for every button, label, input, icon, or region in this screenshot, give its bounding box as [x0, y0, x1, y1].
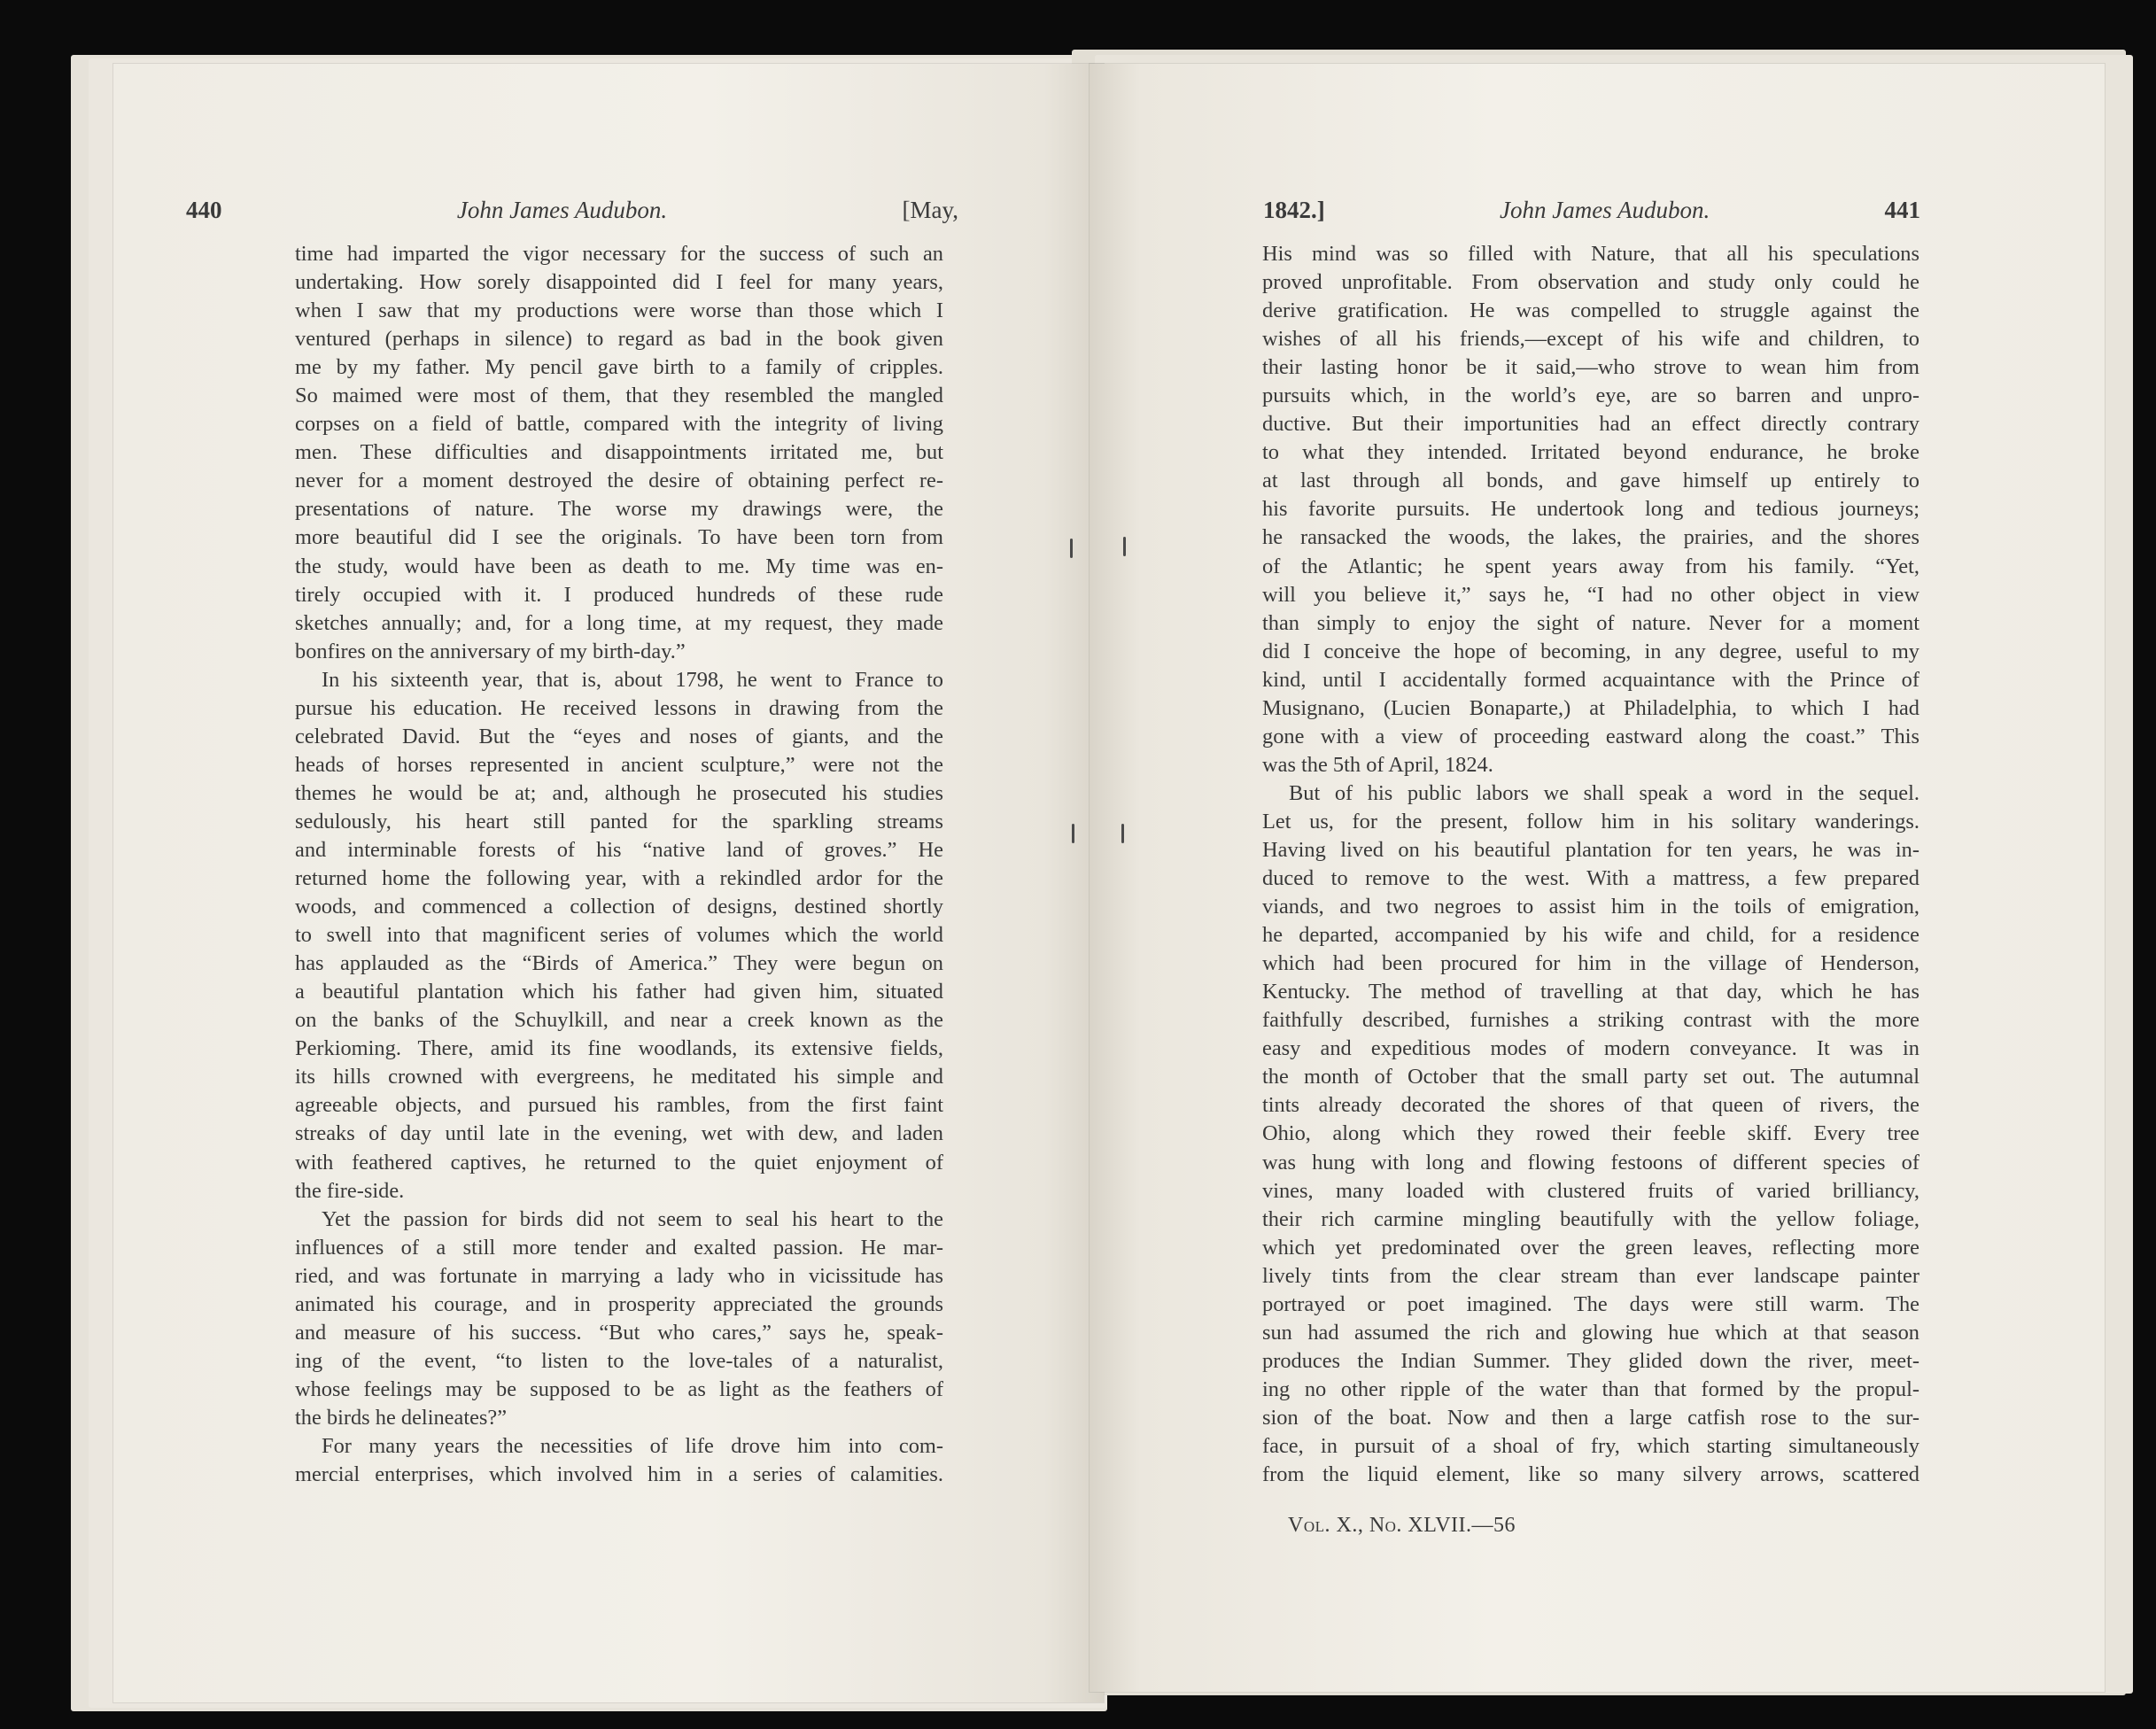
text-line: vines, many loaded with clustered fruits of varied brilliancy,	[1262, 1178, 1919, 1203]
text-line: has applauded as the “Birds of America.” They were begun on	[295, 951, 943, 976]
text-line: sketches annually; and, for a long time, at my request, they made	[295, 610, 943, 635]
text-line: time had imparted the vigor necessary for the success of such an	[295, 242, 943, 266]
footer-signature	[1288, 1514, 1516, 1538]
text-line: produces the Indian Summer. They glided down the river, meet-	[1262, 1348, 1919, 1373]
text-line: Ohio, along which they rowed their feeble skiff. Every tree	[1262, 1121, 1919, 1146]
right-page-number: 441	[1884, 197, 1920, 223]
footer-signature-text: Vol. X., No. XLVII.—56	[1288, 1514, 1516, 1537]
text-line: on the banks of the Schuylkill, and near a creek known as the	[295, 1008, 943, 1033]
text-line: woods, and commenced a collection of designs, destined shortly	[295, 895, 943, 919]
gutter-stitch-mark	[1070, 539, 1073, 558]
text-line: to what they intended. Irritated beyond endurance, he broke	[1262, 440, 1919, 465]
text-line: undertaking. How sorely disappointed did I feel for many years,	[295, 270, 943, 295]
text-line: never for a moment destroyed the desire of obtaining perfect re-	[295, 469, 943, 493]
text-line: His mind was so filled with Nature, that all his speculations	[1262, 242, 1919, 266]
text-line: returned home the following year, with a rekindled ardor for the	[295, 866, 943, 891]
text-line: he departed, accompanied by his wife and child, for a residence	[1262, 923, 1919, 948]
text-line: themes he would be at; and, although he prosecuted his studies	[295, 780, 943, 805]
text-line: the study, would have been as death to me. My time was en-	[295, 554, 943, 578]
text-line: influences of a still more tender and exalted passion. He mar-	[295, 1235, 943, 1260]
text-line: ried, and was fortunate in marrying a lady who in vicissitude has	[295, 1263, 943, 1288]
text-line: was hung with long and flowing festoons of different species of	[1262, 1150, 1919, 1175]
text-line: But of his public labors we shall speak a word in the sequel.	[1289, 780, 1919, 805]
left-header-date: [May,	[902, 197, 958, 223]
text-line: the month of October that the small party set out. The autumnal	[1262, 1065, 1919, 1089]
text-line: me by my father. My pencil gave birth to a family of cripples.	[295, 355, 943, 380]
text-line: than simply to enjoy the sight of nature. Never for a moment	[1262, 610, 1919, 635]
text-line: did I conceive the hope of becoming, in any degree, useful to my	[1262, 639, 1919, 663]
text-line: face, in pursuit of a shoal of fry, which starting simultaneously	[1262, 1433, 1919, 1458]
text-line: his favorite pursuits. He undertook long and tedious journeys;	[1262, 497, 1919, 522]
text-line: tints already decorated the shores of that queen of rivers, the	[1262, 1093, 1919, 1118]
text-line: to swell into that magnificent series of volumes which the world	[295, 923, 943, 948]
text-line: tirely occupied with it. I produced hundreds of these rude	[295, 582, 943, 607]
left-page-number: 440	[186, 197, 222, 223]
text-line: celebrated David. But the “eyes and noses of giants, and the	[295, 724, 943, 748]
text-line: mercial enterprises, which involved him in a series of calamities.	[295, 1462, 943, 1487]
text-line: sedulously, his heart still panted for the sparkling streams	[295, 809, 943, 833]
text-line: a beautiful plantation which his father had given him, situated	[295, 980, 943, 1004]
right-running-title: John James Audubon.	[1500, 197, 1710, 223]
text-line: whose feelings may be supposed to be as light as the feathers of	[295, 1376, 943, 1401]
text-line: sun had assumed the rich and glowing hue which at that season	[1262, 1320, 1919, 1345]
text-line: In his sixteenth year, that is, about 1798, he went to France to	[322, 667, 943, 692]
text-line: and interminable forests of his “native land of groves.” He	[295, 837, 943, 862]
text-line: which yet predominated over the green leaves, reflecting more	[1262, 1235, 1919, 1260]
text-line: when I saw that my productions were worse than those which I	[295, 299, 943, 323]
text-line: ing no other ripple of the water than that formed by the propul-	[1262, 1376, 1919, 1401]
text-line: derive gratification. He was compelled to struggle against the	[1262, 299, 1919, 323]
text-line: and measure of his success. “But who cares,” says he, speak-	[295, 1320, 943, 1345]
text-line: the fire-side.	[295, 1178, 405, 1203]
text-line: from the liquid element, like so many silvery arrows, scattered	[1262, 1462, 1919, 1487]
text-line: gone with a view of proceeding eastward along the coast.” This	[1262, 724, 1919, 748]
text-line: sion of the boat. Now and then a large catfish rose to the sur-	[1262, 1405, 1919, 1430]
text-line: faithfully described, furnishes a striking contrast with the more	[1262, 1008, 1919, 1033]
text-line: pursuits which, in the world’s eye, are so barren and unpro-	[1262, 384, 1919, 408]
text-line: which had been procured for him in the village of Henderson,	[1262, 951, 1919, 976]
text-line: agreeable objects, and pursued his rambles, from the first faint	[295, 1093, 943, 1118]
text-line: corpses on a field of battle, compared with the integrity of living	[295, 412, 943, 437]
text-line: Perkioming. There, amid its fine woodlands, its extensive fields,	[295, 1036, 943, 1061]
text-line: For many years the necessities of life drove him into com-	[322, 1433, 943, 1458]
text-line: ventured (perhaps in silence) to regard as bad in the book given	[295, 327, 943, 352]
text-line: ductive. But their importunities had an effect directly contrary	[1262, 412, 1919, 437]
left-page-header	[186, 197, 958, 232]
text-line: streaks of day until late in the evening, wet with dew, and laden	[295, 1121, 943, 1146]
text-line: was the 5th of April, 1824.	[1262, 752, 1493, 777]
text-line: animated his courage, and in prosperity appreciated the grounds	[295, 1291, 943, 1316]
gutter-stitch-mark	[1121, 824, 1124, 843]
text-line: bonfires on the anniversary of my birth-day.”	[295, 639, 686, 663]
text-line: viands, and two negroes to assist him in the toils of emigration,	[1262, 895, 1919, 919]
text-line: Having lived on his beautiful plantation for ten years, he was in-	[1262, 837, 1919, 862]
gutter-stitch-mark	[1123, 537, 1126, 556]
text-line: men. These difficulties and disappointments irritated me, but	[295, 440, 943, 465]
text-line: their lasting honor be it said,—who strove to wean him from	[1262, 355, 1919, 380]
text-line: lively tints from the clear stream than ever landscape painter	[1262, 1263, 1919, 1288]
text-line: their rich carmine mingling beautifully with the yellow foliage,	[1262, 1206, 1919, 1231]
right-page-header	[1263, 197, 1920, 232]
text-line: Let us, for the present, follow him in his solitary wanderings.	[1262, 809, 1919, 833]
text-line: easy and expeditious modes of modern conveyance. It was in	[1262, 1036, 1919, 1061]
text-line: Musignano, (Lucien Bonaparte,) at Philadelphia, to which I had	[1262, 695, 1919, 720]
gutter-stitch-mark	[1072, 824, 1074, 843]
left-page-body	[295, 240, 943, 1489]
text-line: will you believe it,” says he, “I had no other object in view	[1262, 582, 1919, 607]
text-line: Yet the passion for birds did not seem to seal his heart to the	[322, 1206, 943, 1231]
text-line: kind, until I accidentally formed acquaintance with the Prince of	[1262, 667, 1919, 692]
text-line: at last through all bonds, and gave himself up entirely to	[1262, 469, 1919, 493]
text-line: proved unprofitable. From observation and study only could he	[1262, 270, 1919, 295]
text-line: portrayed or poet imagined. The days were still warm. The	[1262, 1291, 1919, 1316]
text-line: he ransacked the woods, the lakes, the prairies, and the shores	[1262, 525, 1919, 550]
text-line: its hills crowned with evergreens, he meditated his simple and	[295, 1065, 943, 1089]
text-line: Kentucky. The method of travelling at that day, which he has	[1262, 980, 1919, 1004]
right-header-date: 1842.]	[1263, 197, 1325, 223]
text-line: heads of horses represented in ancient sculpture,” were not the	[295, 752, 943, 777]
text-line: ing of the event, “to listen to the love-tales of a naturalist,	[295, 1348, 943, 1373]
text-line: wishes of all his friends,—except of his wife and children, to	[1262, 327, 1919, 352]
text-line: pursue his education. He received lessons in drawing from the	[295, 695, 943, 720]
text-line: duced to remove to the west. With a mattress, a few prepared	[1262, 866, 1919, 891]
left-running-title: John James Audubon.	[456, 197, 668, 223]
text-line: of the Atlantic; he spent years away from his family. “Yet,	[1262, 554, 1919, 578]
text-line: So maimed were most of them, that they resembled the mangled	[295, 384, 943, 408]
text-line: the birds he delineates?”	[295, 1405, 508, 1430]
text-line: with feathered captives, he returned to the quiet enjoyment of	[295, 1150, 943, 1175]
text-line: presentations of nature. The worse my drawings were, the	[295, 497, 943, 522]
right-page-body	[1262, 240, 1919, 1489]
text-line: more beautiful did I see the originals. To have been torn from	[295, 525, 943, 550]
